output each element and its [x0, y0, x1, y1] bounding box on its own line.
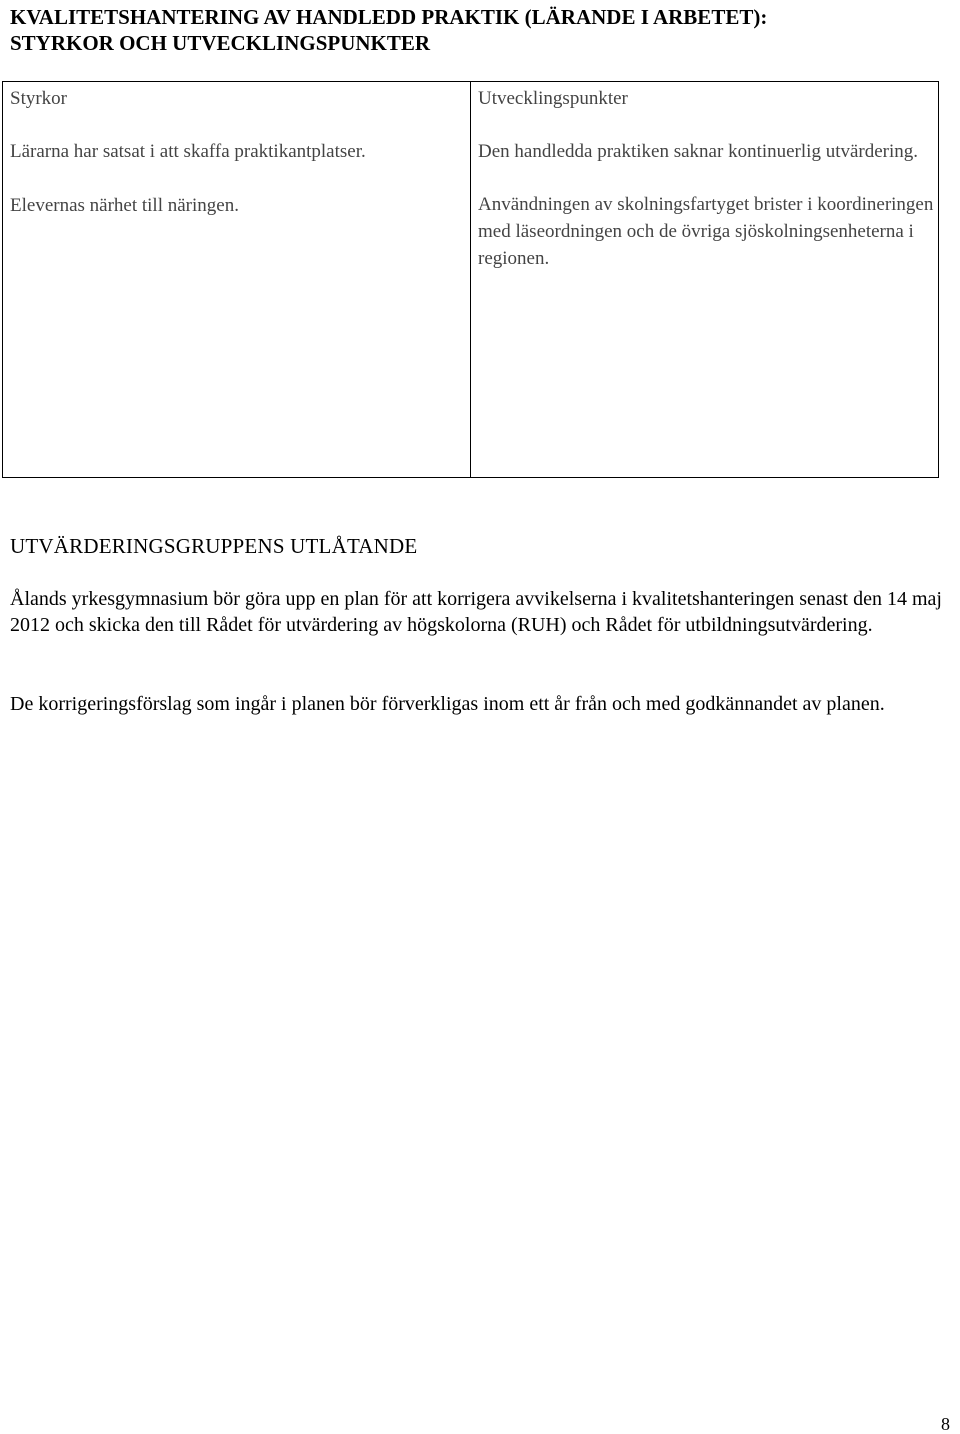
statement-title: UTVÄRDERINGSGRUPPENS UTLÅTANDE [10, 534, 418, 558]
development-points-column [471, 82, 938, 477]
strengths-title: Styrkor [10, 88, 67, 109]
development-point-item: Den handledda praktiken saknar kontinuerlig utvärdering. [478, 141, 919, 162]
development-point-item: Användningen av skolningsfartyget brister i koordineringen med läseordningen och de övriga sjöskolningsenheterna i regionen. [478, 194, 934, 269]
page-heading-line-2: STYRKOR OCH UTVECKLINGSPUNKTER [10, 31, 431, 55]
page-heading [10, 4, 940, 56]
statement-paragraph: De korrigeringsförslag som ingår i planen bör förverkligas inom ett år från och med godkännandet av planen. [10, 693, 885, 715]
page-heading-line-1: KVALITETSHANTERING AV HANDLEDD PRAKTIK (LÄRANDE I ARBETET): [10, 5, 768, 29]
page-number: 8 [941, 1414, 950, 1434]
strength-item: Lärarna har satsat i att skaffa praktikantplatser. [10, 141, 366, 162]
statement-paragraph: Ålands yrkesgymnasium bör göra upp en plan för att korrigera avvikelserna i kvalitetshanteringen senast den 14 maj 2012 och skicka den till Rådet för utvärdering av högskolorna (RUH) och Rådet för utbildningsutvärdering. [10, 588, 942, 636]
strengths-column [3, 82, 471, 477]
strength-item: Elevernas närhet till näringen. [10, 195, 239, 216]
development-points-title: Utvecklingspunkter [478, 88, 628, 109]
strengths-development-table [2, 81, 939, 478]
